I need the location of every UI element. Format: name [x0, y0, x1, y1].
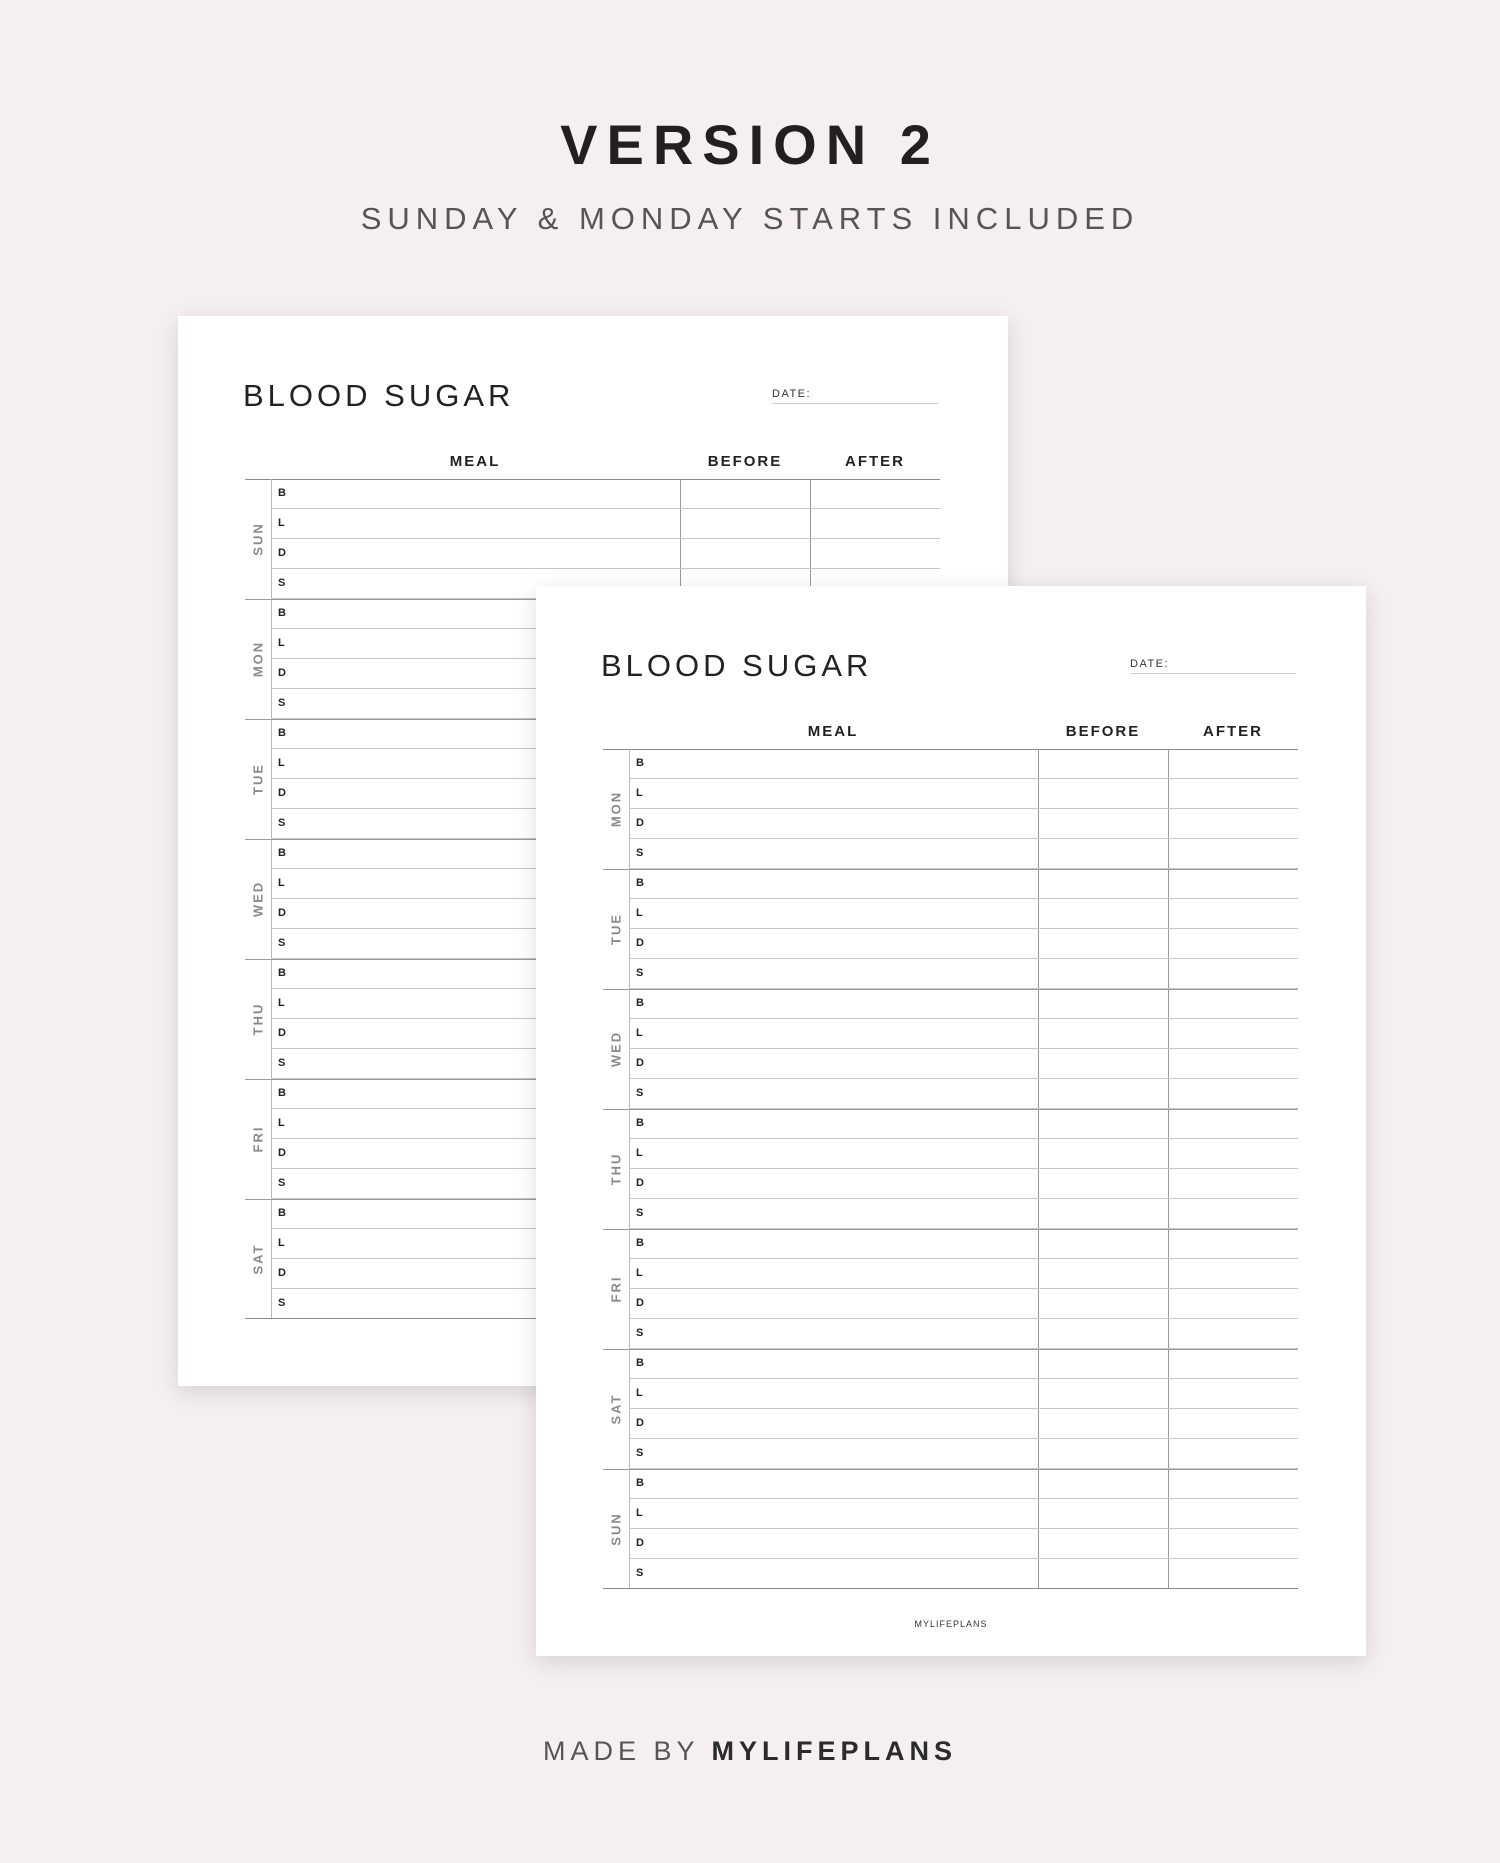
day-label-text: SUN [608, 1512, 624, 1546]
day-block [603, 1349, 1298, 1469]
day-separator [603, 869, 1298, 870]
meal-code: D [278, 667, 286, 679]
meal-code: S [278, 1057, 286, 1069]
meal-code: B [636, 1117, 644, 1129]
day-block [603, 1229, 1298, 1349]
meal-row [629, 1229, 1298, 1259]
meal-row [629, 1259, 1298, 1289]
meal-row [629, 809, 1298, 839]
meal-code: D [278, 1267, 286, 1279]
meal-code: L [636, 907, 643, 919]
meal-code: L [278, 997, 285, 1009]
meal-row [629, 869, 1298, 899]
day-block [245, 479, 940, 599]
meal-code: D [278, 1027, 286, 1039]
day-label [245, 599, 271, 719]
day-block [603, 749, 1298, 869]
day-label [603, 1109, 629, 1229]
meal-row [271, 479, 940, 509]
meal-row [629, 1349, 1298, 1379]
meal-code: B [278, 847, 286, 859]
subheadline: SUNDAY & MONDAY STARTS INCLUDED [360, 201, 1140, 236]
meal-row [629, 1319, 1298, 1349]
day-label-text: FRI [250, 1125, 266, 1153]
meal-code: L [278, 877, 285, 889]
meal-code: L [278, 637, 285, 649]
meal-code: B [278, 1207, 286, 1219]
meal-code: D [636, 1057, 644, 1069]
day-label-text: SAT [608, 1393, 624, 1425]
day-label-text: TUE [250, 763, 266, 795]
day-block [603, 1469, 1298, 1589]
column-header-meal: MEAL [449, 453, 501, 470]
date-label: DATE: [1130, 658, 1170, 670]
meal-code: S [278, 1297, 286, 1309]
meal-row [629, 959, 1298, 989]
date-line [1130, 673, 1296, 674]
day-separator [603, 1229, 1298, 1230]
day-label [245, 1079, 271, 1199]
footer [0, 1736, 1500, 1767]
day-block [603, 1109, 1298, 1229]
day-label [603, 1469, 629, 1589]
meal-code: S [636, 967, 644, 979]
date-line [772, 403, 938, 404]
meal-row [629, 899, 1298, 929]
day-block [603, 989, 1298, 1109]
meal-row [629, 749, 1298, 779]
headline: VERSION 2 [560, 113, 940, 176]
day-separator [603, 1469, 1298, 1470]
meal-code: D [278, 907, 286, 919]
meal-code: L [278, 1117, 285, 1129]
day-label-text: WED [608, 1030, 624, 1068]
meal-code: L [278, 757, 285, 769]
day-label [245, 959, 271, 1079]
meal-code: S [636, 1447, 644, 1459]
meal-row [629, 1049, 1298, 1079]
meal-code: L [636, 787, 643, 799]
sheet-title: BLOOD SUGAR [243, 378, 515, 413]
day-label [245, 719, 271, 839]
meal-row [629, 839, 1298, 869]
meal-code: S [636, 847, 644, 859]
meal-code: S [278, 697, 286, 709]
meal-row [629, 1379, 1298, 1409]
meal-row [629, 1529, 1298, 1559]
meal-code: L [636, 1147, 643, 1159]
meal-code: D [636, 1177, 644, 1189]
day-separator [603, 1109, 1298, 1110]
day-separator [603, 989, 1298, 990]
meal-row [629, 1439, 1298, 1469]
meal-row [629, 1289, 1298, 1319]
meal-code: L [278, 517, 285, 529]
sheet-monday-start [536, 586, 1366, 1656]
day-label [245, 479, 271, 599]
day-block [603, 869, 1298, 989]
meal-code: D [636, 817, 644, 829]
day-label-text: MON [250, 640, 266, 678]
day-separator [603, 1349, 1298, 1350]
day-label [603, 1349, 629, 1469]
day-label-text: WED [250, 880, 266, 918]
day-label [603, 749, 629, 869]
meal-row [629, 779, 1298, 809]
meal-code: D [636, 1537, 644, 1549]
meal-row [271, 539, 940, 569]
footer-prefix: MADE BY [542, 1736, 699, 1766]
sheet-brand-footer: MYLIFEPLANS [914, 1619, 988, 1629]
meal-code: S [278, 577, 286, 589]
meal-code: D [636, 1417, 644, 1429]
meal-code: D [278, 547, 286, 559]
meal-code: B [278, 487, 286, 499]
meal-code: D [636, 937, 644, 949]
meal-code: L [636, 1387, 643, 1399]
meal-code: B [636, 877, 644, 889]
meal-row [271, 509, 940, 539]
footer-brand: MYLIFEPLANS [711, 1736, 958, 1766]
meal-code: B [636, 757, 644, 769]
meal-code: S [278, 937, 286, 949]
day-label-text: FRI [608, 1275, 624, 1303]
date-label: DATE: [772, 388, 812, 400]
meal-code: L [636, 1267, 643, 1279]
meal-code: B [278, 607, 286, 619]
meal-row [629, 1139, 1298, 1169]
meal-row [629, 929, 1298, 959]
meal-row [629, 1169, 1298, 1199]
meal-code: S [278, 1177, 286, 1189]
day-label [245, 1199, 271, 1319]
day-label-text: SUN [250, 522, 266, 556]
meal-code: B [636, 1237, 644, 1249]
sheet-title: BLOOD SUGAR [601, 648, 873, 683]
meal-code: S [636, 1207, 644, 1219]
meal-code: B [278, 727, 286, 739]
meal-code: B [636, 997, 644, 1009]
day-label [603, 869, 629, 989]
grid-bottom-rule [603, 1588, 1298, 1589]
meal-row [629, 989, 1298, 1019]
meal-code: S [636, 1567, 644, 1579]
day-label [603, 989, 629, 1109]
meal-code: B [636, 1477, 644, 1489]
meal-code: D [278, 1147, 286, 1159]
day-label-text: TUE [608, 913, 624, 945]
meal-code: L [278, 1237, 285, 1249]
column-header-before: BEFORE [1065, 723, 1141, 740]
day-label-text: MON [608, 790, 624, 828]
meal-code: S [636, 1087, 644, 1099]
meal-code: L [636, 1027, 643, 1039]
meal-code: B [636, 1357, 644, 1369]
column-header-before: BEFORE [707, 453, 783, 470]
meal-row [629, 1559, 1298, 1589]
meal-code: L [636, 1507, 643, 1519]
day-label-text: THU [250, 1002, 266, 1036]
meal-row [629, 1409, 1298, 1439]
column-header-meal: MEAL [807, 723, 859, 740]
meal-code: D [278, 787, 286, 799]
meal-code: B [278, 967, 286, 979]
meal-code: B [278, 1087, 286, 1099]
meal-row [629, 1109, 1298, 1139]
day-label-text: SAT [250, 1243, 266, 1275]
meal-code: S [636, 1327, 644, 1339]
day-label [603, 1229, 629, 1349]
day-label [245, 839, 271, 959]
meal-row [629, 1079, 1298, 1109]
meal-row [629, 1019, 1298, 1049]
meal-row [629, 1199, 1298, 1229]
meal-row [629, 1469, 1298, 1499]
meal-code: S [278, 817, 286, 829]
meal-code: D [636, 1297, 644, 1309]
day-label-text: THU [608, 1152, 624, 1186]
log-grid [603, 749, 1298, 1589]
column-header-after: AFTER [1203, 723, 1263, 740]
column-header-after: AFTER [845, 453, 905, 470]
meal-row [629, 1499, 1298, 1529]
